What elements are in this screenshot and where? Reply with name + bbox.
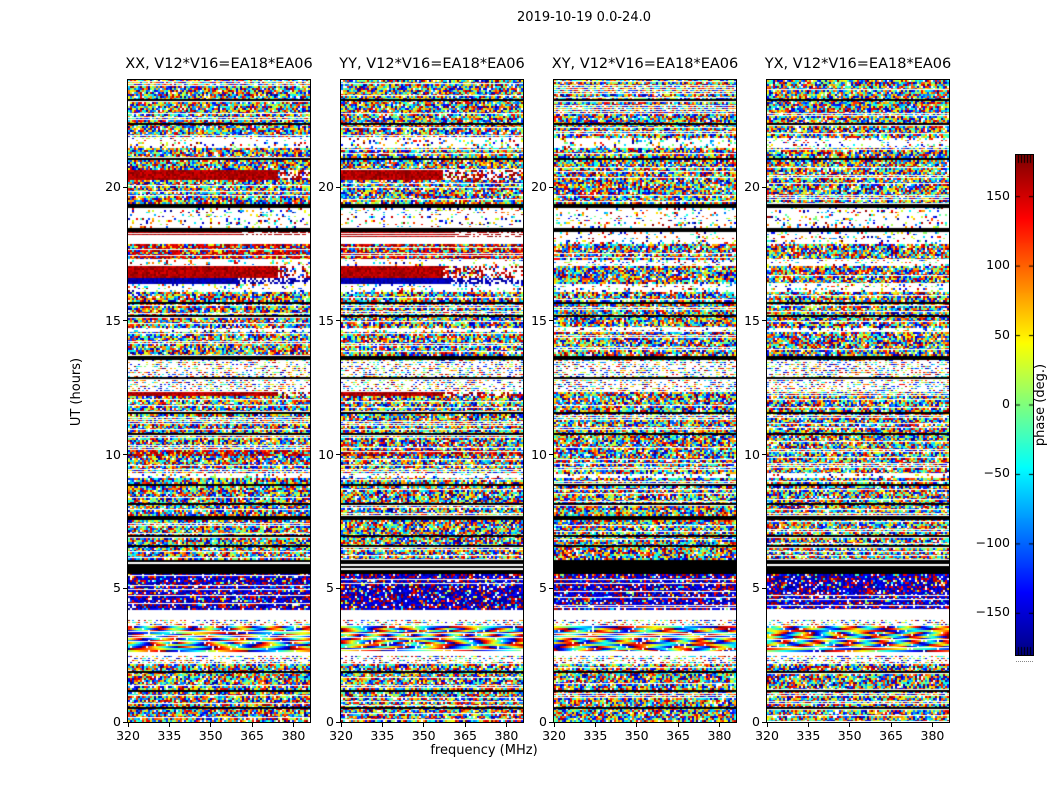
- colorbar-tick-label: −100: [975, 534, 1010, 550]
- panel-title-yy: YY, V12*V16=EA18*EA06: [339, 56, 525, 72]
- x-tickmark: [891, 723, 892, 727]
- x-tick-label: 320: [329, 728, 353, 743]
- y-tickmark: [123, 722, 127, 723]
- y-tickmark: [549, 454, 553, 455]
- y-tick-label: 0: [326, 714, 334, 729]
- y-tick-label: 20: [531, 179, 547, 194]
- x-tick-label: 335: [157, 728, 182, 743]
- y-tickmark: [762, 320, 766, 321]
- colorbar: [1015, 154, 1034, 656]
- y-tickmark: [336, 320, 340, 321]
- y-tickmark: [336, 588, 340, 589]
- x-tick-label: 320: [542, 728, 566, 743]
- x-tick-label: 350: [411, 728, 436, 743]
- colorbar-label: phase (deg.): [1033, 363, 1048, 447]
- y-axis-label: UT (hours): [69, 357, 84, 427]
- y-tickmark: [336, 187, 340, 188]
- x-tick-label: 335: [796, 728, 821, 743]
- heatmap-canvas-yy: [341, 80, 523, 722]
- panel-title-xy: XY, V12*V16=EA18*EA06: [551, 56, 739, 72]
- y-tickmark: [123, 187, 127, 188]
- x-tick-label: 365: [879, 728, 903, 743]
- x-tick-label: 320: [755, 728, 779, 743]
- y-tick-label: 20: [105, 179, 121, 194]
- y-tickmark: [762, 722, 766, 723]
- x-tick-label: 380: [281, 728, 306, 743]
- x-tick-label: 380: [920, 728, 945, 743]
- y-tick-label: 5: [752, 580, 760, 596]
- x-tickmark: [382, 723, 383, 727]
- x-tickmark: [932, 723, 933, 727]
- heatmap-canvas-yx: [767, 80, 949, 722]
- y-tickmark: [549, 320, 553, 321]
- colorbar-tick-label: −50: [983, 465, 1010, 481]
- colorbar-tick-label: 100: [986, 257, 1010, 273]
- x-tick-label: 335: [583, 728, 608, 743]
- colorbar-tick-label: −150: [975, 604, 1010, 620]
- x-tickmark: [128, 723, 129, 727]
- panel-title-yx: YX, V12*V16=EA18*EA06: [764, 56, 952, 72]
- y-tickmark: [762, 187, 766, 188]
- x-tick-label: 380: [494, 728, 519, 743]
- y-tick-label: 10: [744, 446, 760, 462]
- x-tickmark: [423, 723, 424, 727]
- heatmap-canvas-xy: [554, 80, 736, 722]
- y-tickmark: [123, 454, 127, 455]
- x-tickmark: [849, 723, 850, 727]
- panel-plot-xy: [553, 79, 737, 723]
- panel-plot-yx: [766, 79, 950, 723]
- colorbar-tick-label: 150: [986, 187, 1010, 203]
- figure-title: 2019-10-19 0.0-24.0: [517, 10, 651, 25]
- y-tick-label: 15: [531, 312, 547, 328]
- y-tick-label: 5: [326, 580, 334, 596]
- x-tickmark: [678, 723, 679, 727]
- y-tickmark: [762, 588, 766, 589]
- x-tickmark: [169, 723, 170, 727]
- x-tickmark: [808, 723, 809, 727]
- panel-plot-xx: [127, 79, 311, 723]
- y-tickmark: [549, 588, 553, 589]
- x-tickmark: [293, 723, 294, 727]
- y-tickmark: [123, 588, 127, 589]
- y-tick-label: 20: [318, 179, 334, 194]
- y-tick-label: 10: [105, 446, 121, 462]
- y-tick-label: 15: [744, 312, 760, 328]
- y-tick-label: 0: [752, 714, 760, 729]
- x-tick-label: 350: [837, 728, 862, 743]
- y-tick-label: 0: [539, 714, 547, 729]
- x-tickmark: [341, 723, 342, 727]
- x-tick-label: 365: [453, 728, 477, 743]
- x-tick-label: 380: [707, 728, 732, 743]
- y-tickmark: [549, 187, 553, 188]
- colorbar-canvas: [1016, 155, 1033, 655]
- y-tickmark: [762, 454, 766, 455]
- y-tickmark: [549, 722, 553, 723]
- x-tickmark: [210, 723, 211, 727]
- y-tickmark: [123, 320, 127, 321]
- y-tickmark: [336, 722, 340, 723]
- heatmap-canvas-xx: [128, 80, 310, 722]
- x-tickmark: [506, 723, 507, 727]
- x-axis-label: frequency (MHz): [430, 743, 538, 758]
- x-tick-label: 350: [198, 728, 223, 743]
- y-tickmark: [336, 454, 340, 455]
- x-tick-label: 320: [116, 728, 140, 743]
- y-tick-label: 10: [531, 446, 547, 462]
- x-tickmark: [554, 723, 555, 727]
- colorbar-dotted-underline: [1016, 661, 1033, 662]
- panel-plot-yy: [340, 79, 524, 723]
- x-tickmark: [252, 723, 253, 727]
- x-tickmark: [767, 723, 768, 727]
- y-tick-label: 15: [105, 312, 121, 328]
- x-tickmark: [719, 723, 720, 727]
- x-tickmark: [465, 723, 466, 727]
- panel-title-xx: XX, V12*V16=EA18*EA06: [125, 56, 313, 72]
- x-tick-label: 335: [370, 728, 395, 743]
- y-tick-label: 5: [113, 580, 121, 596]
- y-tick-label: 5: [539, 580, 547, 596]
- x-tick-label: 365: [240, 728, 264, 743]
- y-tick-label: 20: [744, 179, 760, 194]
- x-tick-label: 365: [666, 728, 690, 743]
- y-tick-label: 15: [318, 312, 334, 328]
- colorbar-tick-label: 0: [1002, 396, 1010, 411]
- x-tickmark: [595, 723, 596, 727]
- x-tick-label: 350: [624, 728, 649, 743]
- y-tick-label: 0: [113, 714, 121, 729]
- y-tick-label: 10: [318, 446, 334, 462]
- colorbar-tick-label: 50: [994, 326, 1010, 342]
- x-tickmark: [636, 723, 637, 727]
